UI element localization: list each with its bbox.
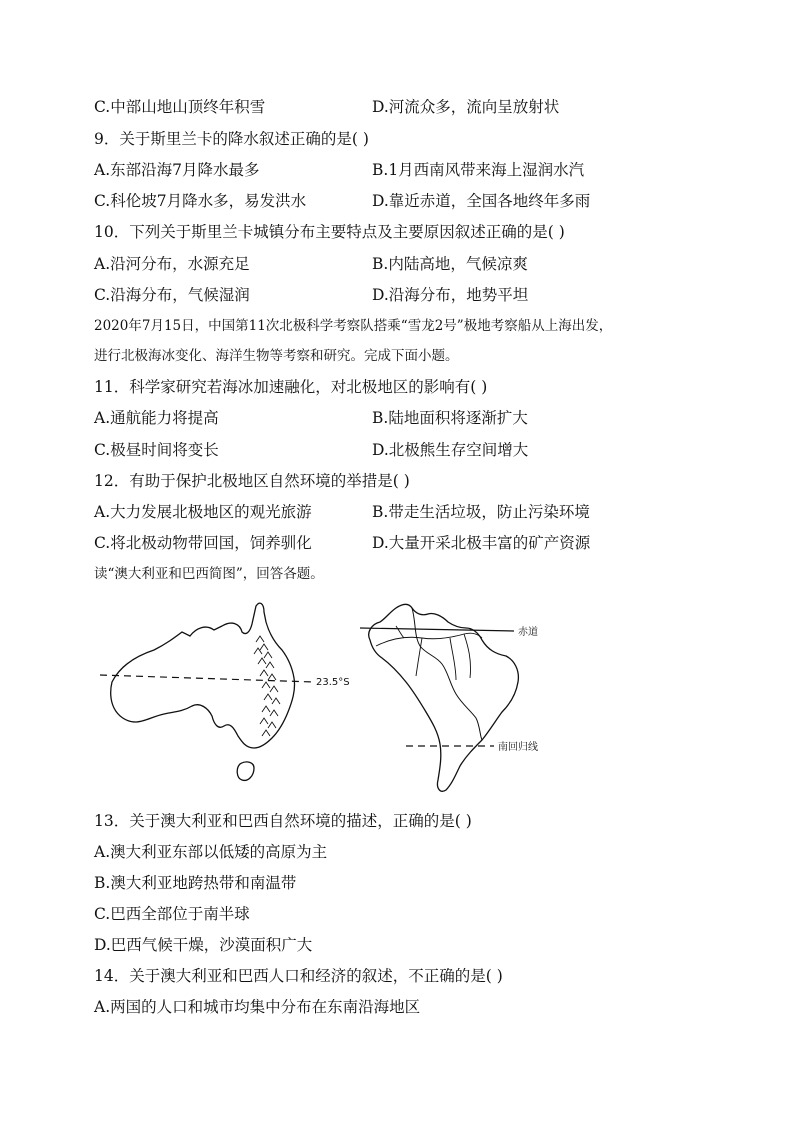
equator-label: 赤道 (518, 627, 538, 638)
q12-option-b: B.带走生活垃圾，防止污染环境 (372, 503, 590, 521)
q8-option-c: C.中部山地山顶终年积雪 (94, 98, 266, 116)
australia-map (96, 596, 366, 792)
q11-option-d: D.北极熊生存空间增大 (372, 441, 529, 459)
brazil-tropic-label: 南回归线 (498, 742, 538, 753)
q12-option-d: D.大量开采北极丰富的矿产资源 (372, 534, 591, 552)
q10-option-d: D.沿海分布，地势平坦 (372, 286, 529, 304)
australia-outline (111, 603, 295, 748)
q11-option-c: C.极昼时间将变长 (94, 441, 219, 459)
q9-stem: 9．关于斯里兰卡的降水叙述正确的是( ) (94, 130, 369, 148)
q12-stem: 12．有助于保护北极地区自然环境的举措是( ) (94, 472, 410, 490)
q13-option-d: D.巴西气候干燥，沙漠面积广大 (94, 936, 313, 954)
q10-option-c: C.沿海分布，气候湿润 (94, 286, 250, 304)
q9-option-b: B.1月西南风带来海上湿润水汽 (372, 161, 585, 179)
south-america-outline (369, 604, 519, 791)
q9-option-a: A.东部沿海7月降水最多 (94, 161, 260, 179)
q13-stem: 13．关于澳大利亚和巴西自然环境的描述，正确的是( ) (94, 812, 472, 830)
q13-option-c: C.巴西全部位于南半球 (94, 905, 250, 923)
q9-option-c: C.科伦坡7月降水多，易发洪水 (94, 192, 307, 210)
q11-option-a: A.通航能力将提高 (94, 409, 219, 427)
q14-option-a: A.两国的人口和城市均集中分布在东南沿海地区 (94, 998, 421, 1016)
great-dividing-range-mountains (254, 636, 280, 736)
amazon-rivers (376, 626, 482, 680)
q12-option-a: A.大力发展北极地区的观光旅游 (94, 503, 312, 521)
q13-option-a: A.澳大利亚东部以低矮的高原为主 (94, 843, 328, 861)
q10-option-a: A.沿河分布，水源充足 (94, 255, 250, 273)
q11-stem: 11．科学家研究若海冰加速融化，对北极地区的影响有( ) (94, 378, 488, 396)
q8-option-d: D.河流众多，流向呈放射状 (372, 98, 560, 116)
q12-option-c: C.将北极动物带回国，饲养驯化 (94, 534, 312, 552)
equator-line (360, 628, 514, 631)
passage-arctic-line2: 进行北极海冰变化、海洋生物等考察和研究。完成下面小题。 (94, 348, 459, 364)
brazil-map (356, 598, 606, 798)
passage-map: 读“澳大利亚和巴西简图”，回答各题。 (94, 566, 324, 582)
tropic-of-capricorn-line (100, 675, 314, 682)
passage-arctic-line1: 2020年7月15日，中国第11次北极科学考察队搭乘“雪龙2号”极地考察船从上海出发， (94, 318, 613, 334)
tasmania-outline (237, 762, 254, 780)
australia-tropic-label: 23.5°S (316, 677, 350, 688)
q10-stem: 10．下列关于斯里兰卡城镇分布主要特点及主要原因叙述正确的是( ) (94, 223, 565, 241)
brazil-border (412, 608, 482, 740)
q10-option-b: B.内陆高地，气候凉爽 (372, 255, 528, 273)
q14-stem: 14．关于澳大利亚和巴西人口和经济的叙述，不正确的是( ) (94, 967, 503, 985)
q11-option-b: B.陆地面积将逐渐扩大 (372, 409, 528, 427)
q13-option-b: B.澳大利亚地跨热带和南温带 (94, 874, 297, 892)
q9-option-d: D.靠近赤道，全国各地终年多雨 (372, 192, 591, 210)
